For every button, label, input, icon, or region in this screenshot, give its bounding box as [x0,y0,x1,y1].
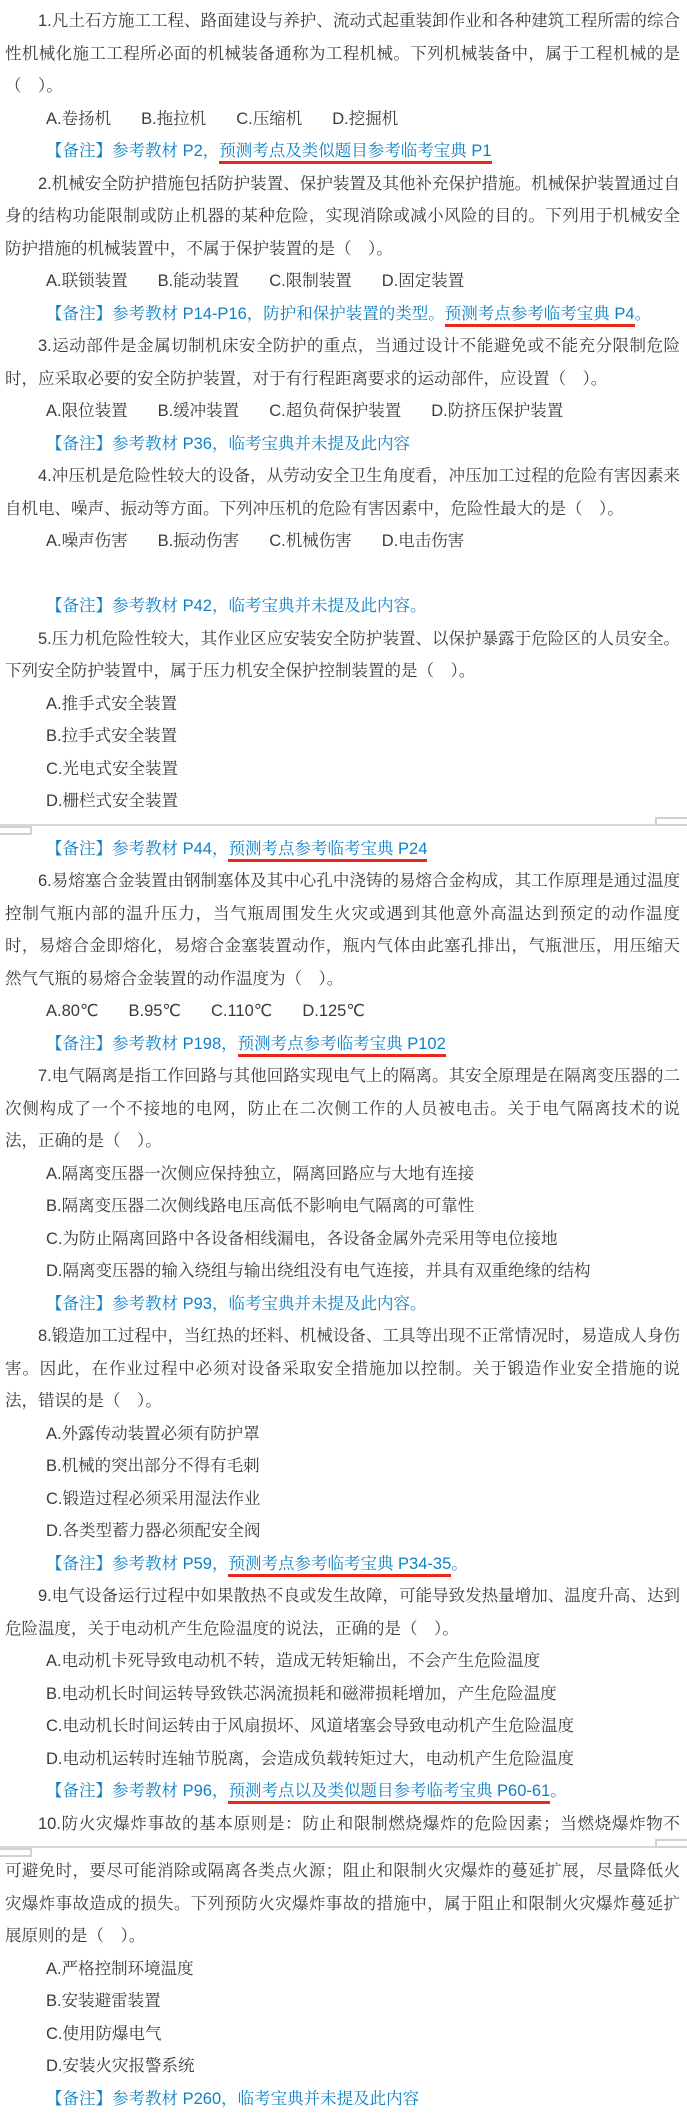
option-b: B.拖拉机 [141,109,207,128]
question-5-stem: 5.压力机危险性较大，其作业区应安装安全防护装置、以保护暴露于危险区的人员安全。下列安全防护装置中，属于压力机安全保护控制装置的是（ ）。 [5,629,680,680]
question-9 [5,1580,680,1808]
option-d: D.防挤压保护装置 [431,402,564,420]
question-10-stem-line1: 10.防火灾爆炸事故的基本原则是：防止和限制燃烧爆炸的危险因素；当燃烧爆炸物不 [38,1814,680,1833]
question-3-options [5,395,680,428]
question-6 [5,865,680,1060]
question-7 [5,1060,680,1320]
option-c: C.光电式安全装置 [46,759,178,778]
question-2-options [5,265,680,298]
remark-underlined-text: 预测考点参考临考宝典 P4 [445,305,635,327]
option-b: B.振动伤害 [157,532,240,550]
remark-text: 【备注】参考教材 P59， [46,1554,229,1573]
option-b: B.缓冲装置 [157,402,240,420]
question-4-options [5,525,680,558]
question-7-remark [5,1288,680,1321]
page-break-line [0,1846,687,1848]
option-d: D.电击伤害 [381,532,465,550]
question-6-options [5,995,680,1028]
question-10-remark [5,2083,680,2116]
question-10-stem-rest: 可避免时，要尽可能消除或隔离各类点火源；阻止和限制火灾爆炸的蔓延扩展，尽量降低火灾爆炸事故造成的损失。下列预防火灾爆炸事故的措施中，属于阻止和限制火灾爆炸蔓延扩展原则的是（ ）。 [5,1862,680,1945]
option-b: B.机械的突出部分不得有毛刺 [46,1457,260,1475]
question-8 [5,1320,680,1580]
remark-underlined-text: 预测考点参考临考宝典 P34-35 [228,1555,451,1577]
question-4-stem: 4.冲压机是危险性较大的设备，从劳动安全卫生角度看，冲压加工过程的危险有害因素来自机电、噪声、振动等方面。下列冲压机的危险有害因素中，危险性最大的是（ ）。 [5,467,680,518]
option-d: D.安装火灾报警系统 [46,2057,195,2075]
remark-text: 【备注】参考教材 P44， [46,839,229,858]
question-5 [5,623,680,866]
question-4 [5,460,680,623]
page-break-separator[interactable] [5,818,680,833]
option-a: A.卷扬机 [46,109,112,128]
question-5-remark [5,833,680,866]
question-8-remark [5,1548,680,1581]
question-1-remark [5,135,680,168]
question-8-stem: 8.锻造加工过程中，当红热的坯料、机械设备、工具等出现不正常情况时，易造成人身伤害。因此，在作业过程中必须对设备采取安全措施加以控制。关于锻造作业安全措施的说法，错误的是（ ）。 [5,1327,680,1410]
question-3-stem: 3.运动部件是金属切制机床安全防护的重点，当通过设计不能避免或不能充分限制危险时，应采取必要的安全防护装置，对于有行程距离要求的运动部件，应设置（ ）。 [5,337,680,388]
remark-suffix: 。 [451,1554,468,1573]
option-a: A.联锁装置 [46,272,128,290]
question-10 [5,1808,680,2116]
option-c: C.压缩机 [236,109,303,128]
remark-text: 【备注】参考教材 P198， [46,1034,238,1053]
option-a: A.80℃ [46,1002,99,1020]
page-corner-left [0,1848,32,1857]
option-d: D.125℃ [302,1002,365,1020]
remark-text: 【备注】参考教材 P93，临考宝典并未提及此内容。 [46,1294,427,1313]
option-c: C.110℃ [210,1002,273,1020]
option-c: C.电动机长时间运转由于风扇损坏、风道堵塞会导致电动机产生危险温度 [46,1717,574,1735]
option-d: D.固定装置 [381,272,465,290]
question-2-stem: 2.机械安全防护措施包括防护装置、保护装置及其他补充保护措施。机械保护装置通过自身的结构功能限制或防止机器的某种危险，实现消除或减小风险的目的。下列用于机械安全防护措施的机械装置中，不属于保护装置的是（ ）。 [5,174,680,258]
option-d: D.栅栏式安全装置 [46,792,178,810]
question-6-remark [5,1028,680,1061]
option-b: B.电动机长时间运转导致铁芯涡流损耗和磁滞损耗增加，产生危险温度 [46,1684,557,1703]
remark-suffix: 。 [634,304,652,323]
option-a: A.外露传动装置必须有防护罩 [46,1424,260,1443]
option-a: A.噪声伤害 [46,532,128,550]
question-1-options [5,103,680,136]
question-9-stem: 9.电气设备运行过程中如果散热不良或发生故障，可能导致发热量增加、温度升高、达到危险温度，关于电动机产生危险温度的说法，正确的是（ ）。 [5,1587,680,1638]
option-c: C.限制装置 [269,272,352,290]
page-break-separator[interactable] [5,1840,680,1855]
option-b: B.拉手式安全装置 [46,727,178,745]
option-a: A.限位装置 [46,402,128,420]
option-c: C.使用防爆电气 [46,2024,162,2043]
page-corner-right [655,817,687,826]
remark-underlined-text: 预测考点参考临考宝典 P24 [228,840,427,862]
question-2 [5,168,680,331]
option-a: A.隔离变压器一次侧应保持独立，隔离回路应与大地有连接 [46,1164,475,1183]
remark-text: 【备注】参考教材 P260，临考宝典并未提及此内容 [46,2089,420,2108]
option-a: A.推手式安全装置 [46,694,178,713]
remark-suffix: 。 [550,1782,567,1800]
remark-text: 【备注】参考教材 P14-P16，防护和保护装置的类型。 [46,304,445,323]
option-b: B.安装避雷装置 [46,1992,161,2010]
remark-text: 【备注】参考教材 P42，临考宝典并未提及此内容。 [46,597,427,615]
remark-text: 【备注】参考教材 P96， [46,1782,229,1800]
page-break-line [0,824,687,826]
question-6-stem: 6.易熔塞合金装置由钢制塞体及其中心孔中浇铸的易熔合金构成，其工作原理是通过温度控制气瓶内部的温升压力，当气瓶周围发生火灾或遇到其他意外高温达到预定的动作温度时，易熔合金即熔化，易熔合金塞装置动作，瓶内气体由此塞孔排出，气瓶泄压，用压缩天然气气瓶的易熔合金装置的动作温度为（ ）。 [5,872,680,988]
remark-underlined-text: 预测考点及类似题目参考临考宝典 P1 [219,142,491,164]
question-3-remark [5,428,680,461]
question-1 [5,5,680,168]
option-c: C.为防止隔离回路中各设备相线漏电，各设备金属外壳采用等电位接地 [46,1229,558,1248]
option-d: D.隔离变压器的输入绕组与输出绕组没有电气连接，并具有双重绝缘的结构 [46,1262,591,1280]
remark-text: 【备注】参考教材 P36，临考宝典并未提及此内容 [46,434,410,453]
option-a: A.电动机卡死导致电动机不转，造成无转矩输出，不会产生危险温度 [46,1652,541,1670]
remark-text: 【备注】参考教材 P2， [46,142,220,160]
page-corner-left [0,826,32,835]
option-d: D.各类型蓄力器必须配安全阀 [46,1522,261,1540]
question-3 [5,330,680,460]
remark-underlined-text: 预测考点以及类似题目参考临考宝典 P60-61 [228,1782,550,1804]
question-9-remark [5,1775,680,1808]
page-corner-right [655,1839,687,1848]
option-d: D.电动机运转时连轴节脱离，会造成负载转矩过大，电动机产生危险温度 [46,1749,574,1768]
remark-underlined-text: 预测考点参考临考宝典 P102 [238,1035,446,1057]
option-d: D.挖掘机 [332,109,399,128]
option-c: C.超负荷保护装置 [269,402,402,420]
option-b: B.95℃ [128,1002,181,1020]
question-4-remark [5,590,680,623]
option-b: B.能动装置 [157,272,240,290]
option-b: B.隔离变压器二次侧线路电压高低不影响电气隔离的可靠性 [46,1197,475,1215]
question-2-remark [5,298,680,331]
option-c: C.锻造过程必须采用湿法作业 [46,1489,261,1508]
option-a: A.严格控制环境温度 [46,1959,194,1978]
question-7-stem: 7.电气隔离是指工作回路与其他回路实现电气上的隔离。其安全原理是在隔离变压器的二次侧构成了一个不接地的电网，防止在二次侧工作的人员被电击。关于电气隔离技术的说法，正确的是（ ）。 [5,1067,680,1150]
option-c: C.机械伤害 [269,532,352,550]
question-1-stem: 1.凡土石方施工工程、路面建设与养护、流动式起重装卸作业和各种建筑工程所需的综合性机械化施工工程所必面的机械装备通称为工程机械。下列机械装备中，属于工程机械的是（ ）。 [5,12,680,95]
empty-paragraph [5,558,680,591]
